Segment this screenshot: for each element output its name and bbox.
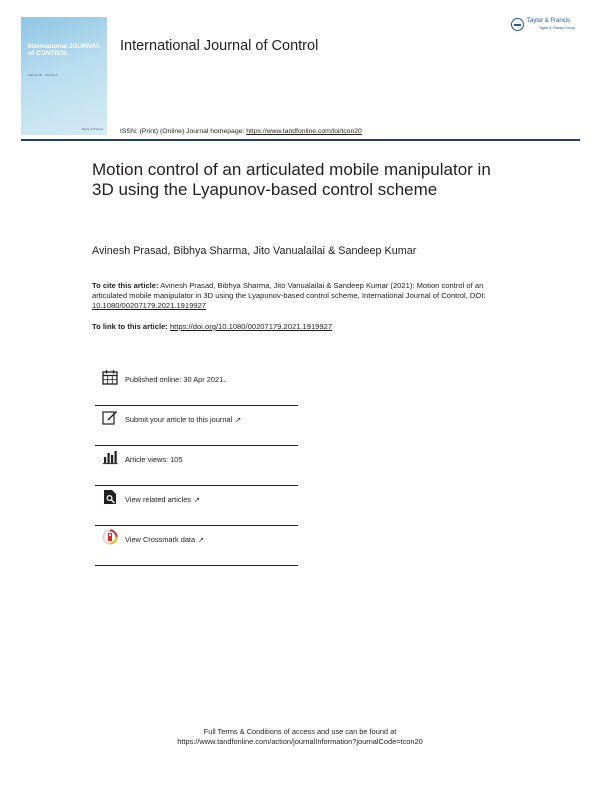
external-link-icon: ↗: [194, 497, 200, 504]
views-row: [95, 446, 298, 486]
journal-title[interactable]: International Journal of Control: [120, 38, 319, 54]
crossmark-link[interactable]: [125, 535, 204, 544]
cover-title: International JOURNAL of CONTROL: [28, 43, 101, 57]
article-views: Article views: 105: [125, 455, 183, 464]
crossmark-label: View Crossmark data: [125, 535, 196, 544]
cite-label: To cite this article:: [92, 281, 159, 290]
bar-chart-icon: [102, 449, 118, 465]
terms-footer: [100, 727, 500, 747]
article-link-line: [92, 322, 332, 331]
published-date: Published online: 30 Apr 2021.: [125, 375, 226, 384]
publisher-logo[interactable]: [511, 17, 583, 35]
submit-row[interactable]: [95, 406, 298, 446]
issn-line: [120, 128, 362, 135]
article-title: Motion control of an articulated mobile manipulator in 3D using the Lyapunov-based control scheme: [92, 160, 491, 199]
related-row[interactable]: [95, 486, 298, 526]
related-articles-icon: [102, 489, 118, 505]
cover-volume: Volume 94 · Number 5: [28, 73, 59, 77]
related-articles-link[interactable]: [125, 495, 200, 504]
submit-article-link[interactable]: [125, 415, 241, 424]
link-label: To link to this article:: [92, 322, 168, 331]
submit-article-label: Submit your article to this journal: [125, 415, 233, 424]
publisher-name: Taylor & Francis: [527, 18, 571, 24]
header-divider: [21, 139, 580, 141]
journal-cover: [21, 17, 107, 135]
cite-text: Avinesh Prasad, Bibhya Sharma, Jito Vanualailai & Sandeep Kumar (2021): Motion control of an articulated mobile manipulator in 3D using the Lyapunov-based control scheme, International Journal of Control, DOI:: [92, 281, 486, 301]
external-link-icon: ↗: [235, 417, 242, 424]
edit-icon: [102, 409, 118, 425]
terms-url[interactable]: https://www.tandfonline.com/action/journalInformation?journalCode=tcon20: [177, 737, 423, 746]
doi-link[interactable]: 10.1080/00207179.2021.1919927: [92, 301, 207, 311]
published-row: [95, 366, 298, 406]
publisher-logo-icon: [511, 18, 524, 31]
related-articles-label: View related articles: [125, 495, 191, 504]
issn-label: ISSN: (Print) (Online) Journal homepage:: [120, 128, 245, 135]
crossmark-icon: [102, 529, 118, 545]
publisher-group: Taylor & Francis Group: [539, 26, 575, 30]
calendar-icon: [102, 369, 118, 385]
terms-line: Full Terms & Conditions of access and use can be found at: [203, 727, 397, 736]
article-info-list: [95, 366, 298, 566]
external-link-icon: ↗: [198, 537, 204, 544]
citation-block: [92, 281, 512, 312]
crossmark-row[interactable]: [95, 526, 298, 566]
journal-homepage-link[interactable]: https://www.tandfonline.com/loi/tcon20: [246, 128, 362, 135]
cover-publisher-mark: Taylor & Francis: [81, 127, 103, 131]
article-authors: Avinesh Prasad, Bibhya Sharma, Jito Vanualailai & Sandeep Kumar: [92, 245, 417, 257]
article-doi-url[interactable]: https://doi.org/10.1080/00207179.2021.1919927: [169, 322, 333, 331]
